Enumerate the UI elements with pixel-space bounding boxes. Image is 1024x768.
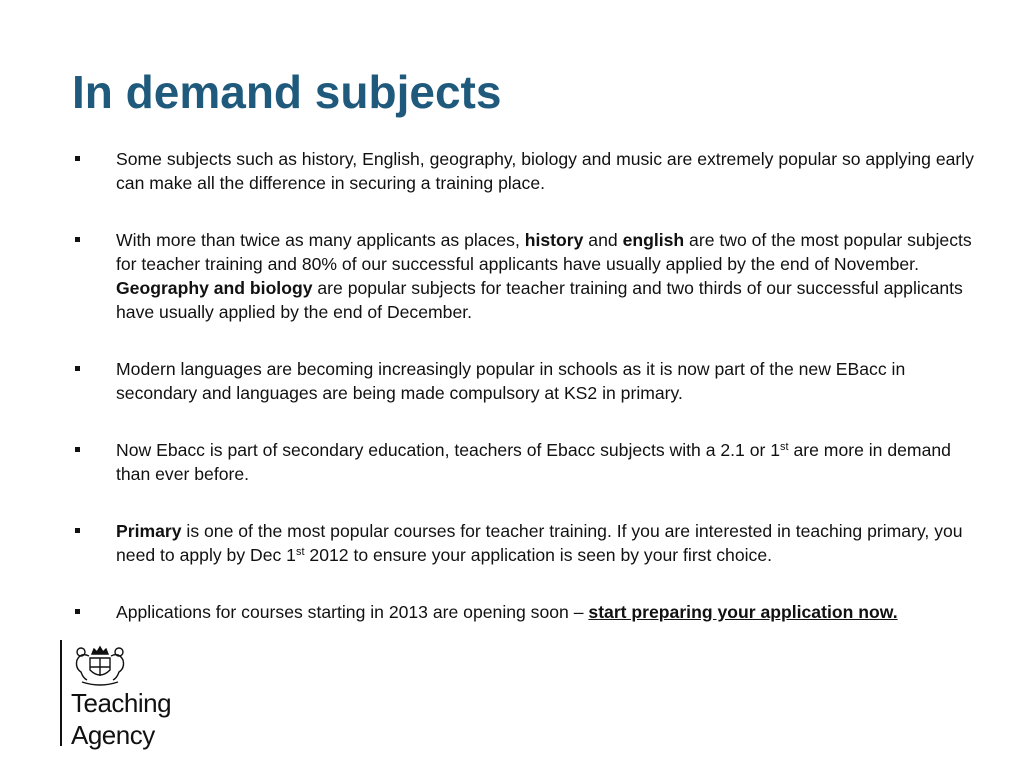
square-bullet-icon [75, 609, 80, 614]
bullet-text: are two of the most popular subjects for teacher training and 80% of our successful applicants have usually applied by the end of November. [116, 230, 972, 274]
bullet-text: Applications for courses starting in 2013 are opening soon – [116, 602, 589, 622]
royal-crest-icon [70, 640, 130, 686]
square-bullet-icon [75, 237, 80, 242]
logo-text-agency: Agency [71, 720, 155, 750]
superscript: st [780, 441, 789, 453]
emphasis-geography-biology: Geography and biology [116, 278, 313, 298]
bullet-text: Modern languages are becoming increasingly popular in schools as it is now part of the new EBacc in secondary and languages are being made compulsory at KS2 in primary. [116, 359, 906, 403]
teaching-agency-logo [60, 640, 210, 752]
square-bullet-icon [75, 528, 80, 533]
logo-divider [60, 640, 62, 746]
emphasis-english: english [622, 230, 685, 250]
superscript: st [295, 546, 305, 558]
bullet-text: are popular subjects for teacher training and two thirds of our successful applicants have usually applied by the end of December. [116, 278, 963, 322]
square-bullet-icon [75, 447, 80, 452]
start-preparing-link[interactable]: start preparing your application now. [588, 602, 898, 622]
bullet-item [0, 147, 976, 195]
square-bullet-icon [75, 366, 80, 371]
bullet-text: With more than twice as many applicants as places, [116, 230, 525, 250]
bullet-text: Some subjects such as history, English, geography, biology and music are extremely popular so applying early can make all the difference in securing a training place. [116, 149, 974, 193]
bullet-item [0, 600, 976, 624]
logo-text-teaching: Teaching [71, 688, 172, 718]
emphasis-history: history [524, 230, 584, 250]
bullet-text: Now Ebacc is part of secondary education, teachers of Ebacc subjects with a 2.1 or 1 [116, 440, 781, 460]
bullet-item [0, 519, 976, 567]
bullet-item [0, 438, 976, 486]
square-bullet-icon [75, 156, 80, 161]
slide-title: In demand subjects [72, 66, 502, 118]
bullet-item [0, 357, 976, 405]
bullet-text: are more in demand than ever before. [116, 440, 951, 484]
bullet-text: is one of the most popular courses for teacher training. If you are interested in teaching primary, you need to apply by Dec 1 [116, 521, 963, 565]
bullet-text: and [583, 230, 623, 250]
bullet-item [0, 228, 976, 324]
emphasis-primary: Primary [116, 521, 182, 541]
bullet-text: 2012 to ensure your application is seen by your first choice. [304, 545, 773, 565]
bullet-list [0, 147, 1024, 658]
